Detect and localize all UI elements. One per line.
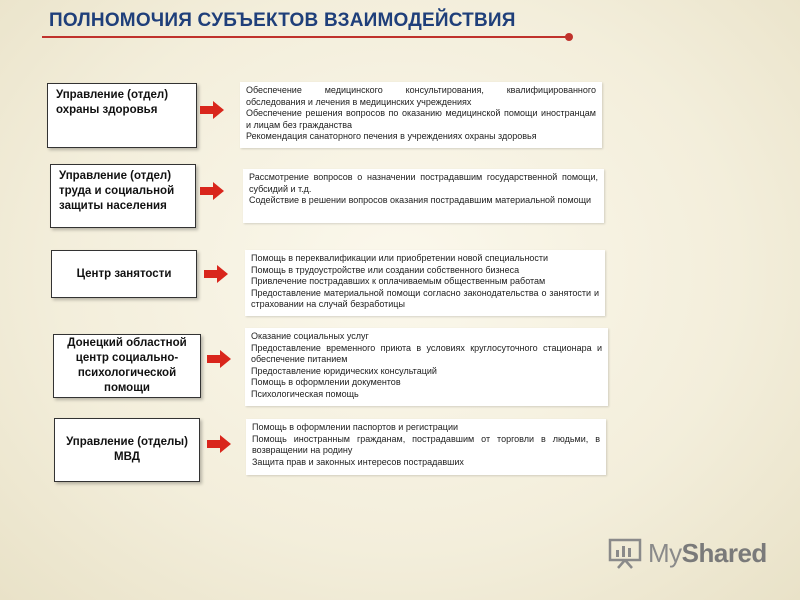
authority-box-labor (50, 164, 196, 228)
authority-box-employment (51, 250, 197, 298)
watermark-text (648, 538, 767, 569)
duty-item: Рассмотрение вопросов о назначении пострадавшим государственной помощи, субсидий и т.д. (249, 172, 598, 194)
authority-box-health (47, 83, 197, 148)
duty-item: Защита прав и законных интересов пострадавших (252, 456, 464, 467)
authority-label: Управление (отделы) МВД (66, 436, 188, 463)
duty-item: Обеспечение решения вопросов по оказанию медицинской помощи иностранцам и лицам без гражданства (246, 108, 596, 130)
duty-item: Предоставление юридических консультаций (251, 365, 437, 376)
myshared-watermark (608, 536, 767, 570)
arrow-right-icon (207, 350, 231, 368)
authority-label: Управление (отдел) охраны здоровья (56, 89, 169, 116)
duty-item: Привлечение пострадавших к оплачиваемым общественным работам (251, 276, 546, 286)
authority-label: Управление (отдел) труда и социальной защиты населения (59, 170, 175, 212)
authority-box-psych-center (53, 334, 201, 398)
duty-item: Содействие в решении вопросов оказания пострадавшим материальной помощи (249, 195, 592, 205)
duty-item: Помощь в оформлении документов (251, 377, 401, 387)
watermark-prefix: My (648, 537, 682, 568)
duties-box-mvd (246, 419, 606, 475)
duty-item: Помощь в трудоустройстве или создании собственного бизнеса (251, 264, 520, 275)
duties-box-labor (243, 169, 604, 223)
duties-box-health (240, 82, 602, 148)
authority-box-mvd (54, 418, 200, 482)
title-underline (42, 36, 568, 38)
duties-box-employment (245, 250, 605, 316)
duty-item: Помощь иностранным гражданам, пострадавшим от торговли в людьми, в возвращении на родину (252, 433, 600, 455)
authority-label: Центр занятости (76, 267, 172, 280)
authority-label: Донецкий областной центр социально-психологической помощи (67, 337, 187, 394)
arrow-right-icon (200, 101, 224, 119)
duty-item: Обеспечение медицинского консультирования, квалифицированного обследования и лечения в медицинских учреждениях (246, 85, 596, 107)
duty-item: Предоставление материальной помощи согласно законодательства о занятости и страховании на случай безработицы (251, 287, 599, 309)
duty-item: Психологическая помощь (251, 388, 359, 399)
page-title: ПОЛНОМОЧИЯ СУБЪЕКТОВ ВЗАИМОДЕЙСТВИЯ (49, 10, 516, 31)
duty-item: Предоставление временного приюта в условиях круглосуточного стационара и обеспечение питанием (251, 342, 602, 364)
duty-item: Помощь в оформлении паспортов и регистрации (252, 422, 458, 432)
duties-box-psych-center (245, 328, 608, 406)
arrow-right-icon (204, 265, 228, 283)
title-underline-dot (565, 33, 573, 41)
arrow-right-icon (207, 435, 231, 453)
chart-presentation-icon (608, 536, 642, 570)
duty-item: Рекомендация санаторного печения в учреждениях охраны здоровья (246, 131, 537, 141)
arrow-right-icon (200, 182, 224, 200)
duty-item: Помощь в переквалификации или приобретении новой специальности (251, 253, 549, 263)
watermark-suffix: Shared (681, 537, 767, 568)
duty-item: Оказание социальных услуг (251, 331, 369, 341)
